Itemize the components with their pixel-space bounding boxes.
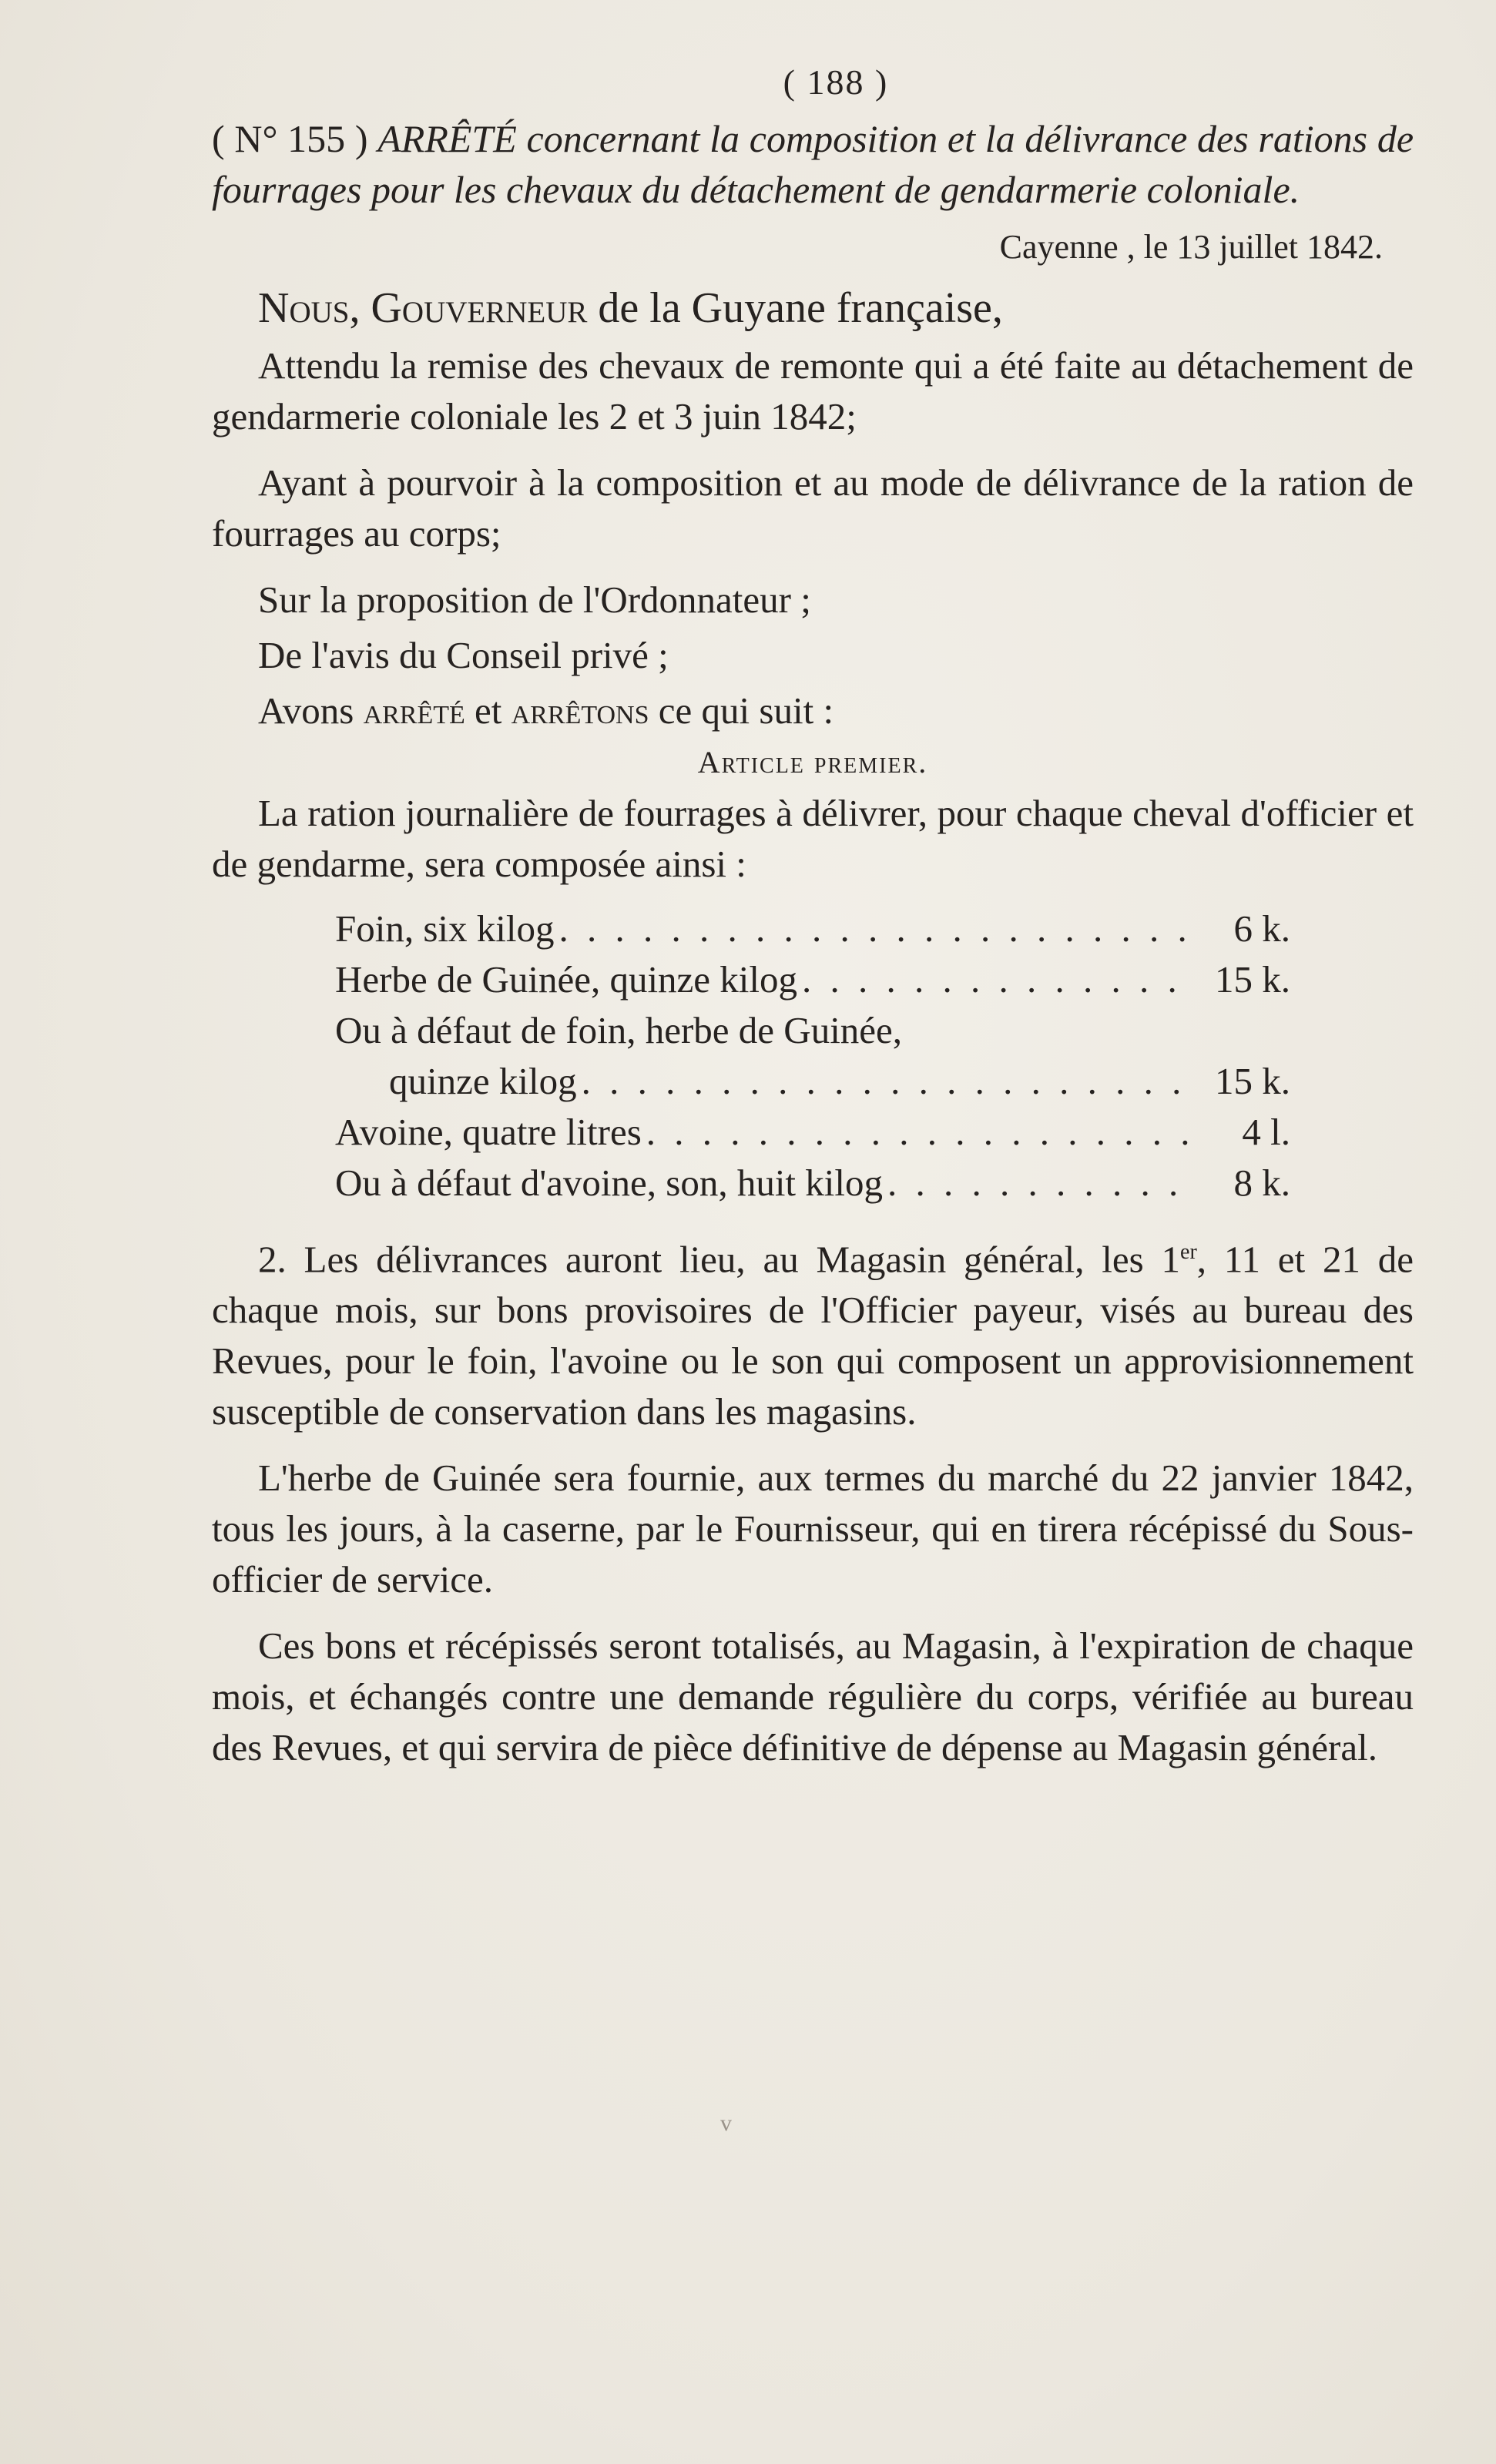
formula-nous: Nous: [258, 284, 350, 332]
leader-dots: [582, 1056, 1193, 1107]
article-title: Article premier.: [697, 745, 928, 779]
page-content: [212, 62, 1414, 1773]
opening-formula: Nous, Gouverneur de la Guyane française,: [258, 284, 1003, 332]
paragraph-bons: Ces bons et récépissés seront totalisés, au Magasin, à l'expiration de chaque mois, et échangés contre une demande régulière du corps, vérifiée au bureau des Revues, et qui servira de pièce définitive de dépense au Magasin général.: [212, 1624, 1414, 1769]
article-2: [212, 1227, 1414, 1437]
considerant-1: Attendu la remise des chevaux de remonte qui a été faite au détachement de gendarmerie coloniale les 2 et 3 juin 1842;: [212, 344, 1414, 437]
decision-et: et: [475, 689, 502, 732]
visa-conseil: De l'avis du Conseil privé ;: [258, 634, 669, 676]
considerant-2: Ayant à pourvoir à la composition et au mode de délivrance de la ration de fourrages au corps;: [212, 461, 1414, 555]
leader-dots: [887, 1158, 1193, 1209]
ration-value: 4 l.: [1242, 1111, 1290, 1153]
ration-label: Foin, six kilog: [335, 907, 555, 950]
decision-suit: ce qui suit :: [658, 689, 834, 732]
ration-row-herbe-alt: [389, 1056, 1290, 1107]
decision-avons: Avons: [258, 689, 354, 732]
stray-mark: v: [720, 2110, 732, 2136]
act-number: ( N° 155 ): [212, 117, 368, 160]
ration-row-herbe: [335, 954, 1290, 1005]
ration-table: [212, 903, 1414, 1209]
formula-gouverneur: Gouverneur: [371, 284, 588, 332]
decision-formula: [258, 686, 1414, 736]
act-subject: concernant la composition et la délivrance des rations de fourrages pour les chevaux du détachement de gendarmerie coloniale.: [212, 117, 1414, 211]
leader-dots: [802, 954, 1193, 1005]
article-2-start: 2. Les délivrances auront lieu, au Magasin général, les 1: [258, 1238, 1181, 1281]
ration-label: Avoine, quatre litres: [335, 1111, 642, 1153]
ration-value: 8 k.: [1233, 1162, 1290, 1204]
act-title: ARRÊTÉ: [377, 117, 517, 160]
document-heading: [212, 113, 1414, 215]
article-2-sup: er: [1180, 1240, 1197, 1264]
ration-value: 6 k.: [1233, 907, 1290, 950]
page-number: ( 188 ): [783, 62, 889, 102]
ration-label: quinze kilog: [389, 1060, 577, 1102]
ration-label: Herbe de Guinée, quinze kilog: [335, 958, 798, 1001]
decision-arrete: arrêté: [363, 689, 465, 732]
ration-row-avoine: [335, 1107, 1290, 1158]
ration-value: 15 k.: [1215, 1060, 1290, 1102]
article-2-rest: , 11 et 21 de chaque mois, sur bons provisoires de l'Officier payeur, visés au bureau des Revues, pour le foin, l'avoine ou le son qui composent un approvisionnement susceptible de conservation dans les magasins.: [212, 1238, 1414, 1433]
leader-dots: [646, 1107, 1193, 1158]
article-1-intro: La ration journalière de fourrages à délivrer, pour chaque cheval d'officier et de gendarme, sera composée ainsi :: [212, 792, 1414, 885]
visa-proposition: Sur la proposition de l'Ordonnateur ;: [258, 578, 811, 621]
decision-arretons: arrêtons: [511, 689, 649, 732]
leader-dots: [559, 903, 1193, 954]
ration-row-son: [335, 1158, 1290, 1209]
formula-rest: de la Guyane française,: [598, 284, 1003, 332]
ration-value: 15 k.: [1215, 958, 1290, 1001]
dateline: Cayenne , le 13 juillet 1842.: [999, 228, 1383, 266]
ration-label: Ou à défaut d'avoine, son, huit kilog: [335, 1162, 884, 1204]
paragraph-herbe: L'herbe de Guinée sera fournie, aux termes du marché du 22 janvier 1842, tous les jours, à la caserne, par le Fournisseur, qui en tirera récépissé du Sous-officier de service.: [212, 1457, 1414, 1601]
ration-alt-line: Ou à défaut de foin, herbe de Guinée,: [335, 1009, 903, 1051]
ration-row-foin: [335, 903, 1290, 954]
